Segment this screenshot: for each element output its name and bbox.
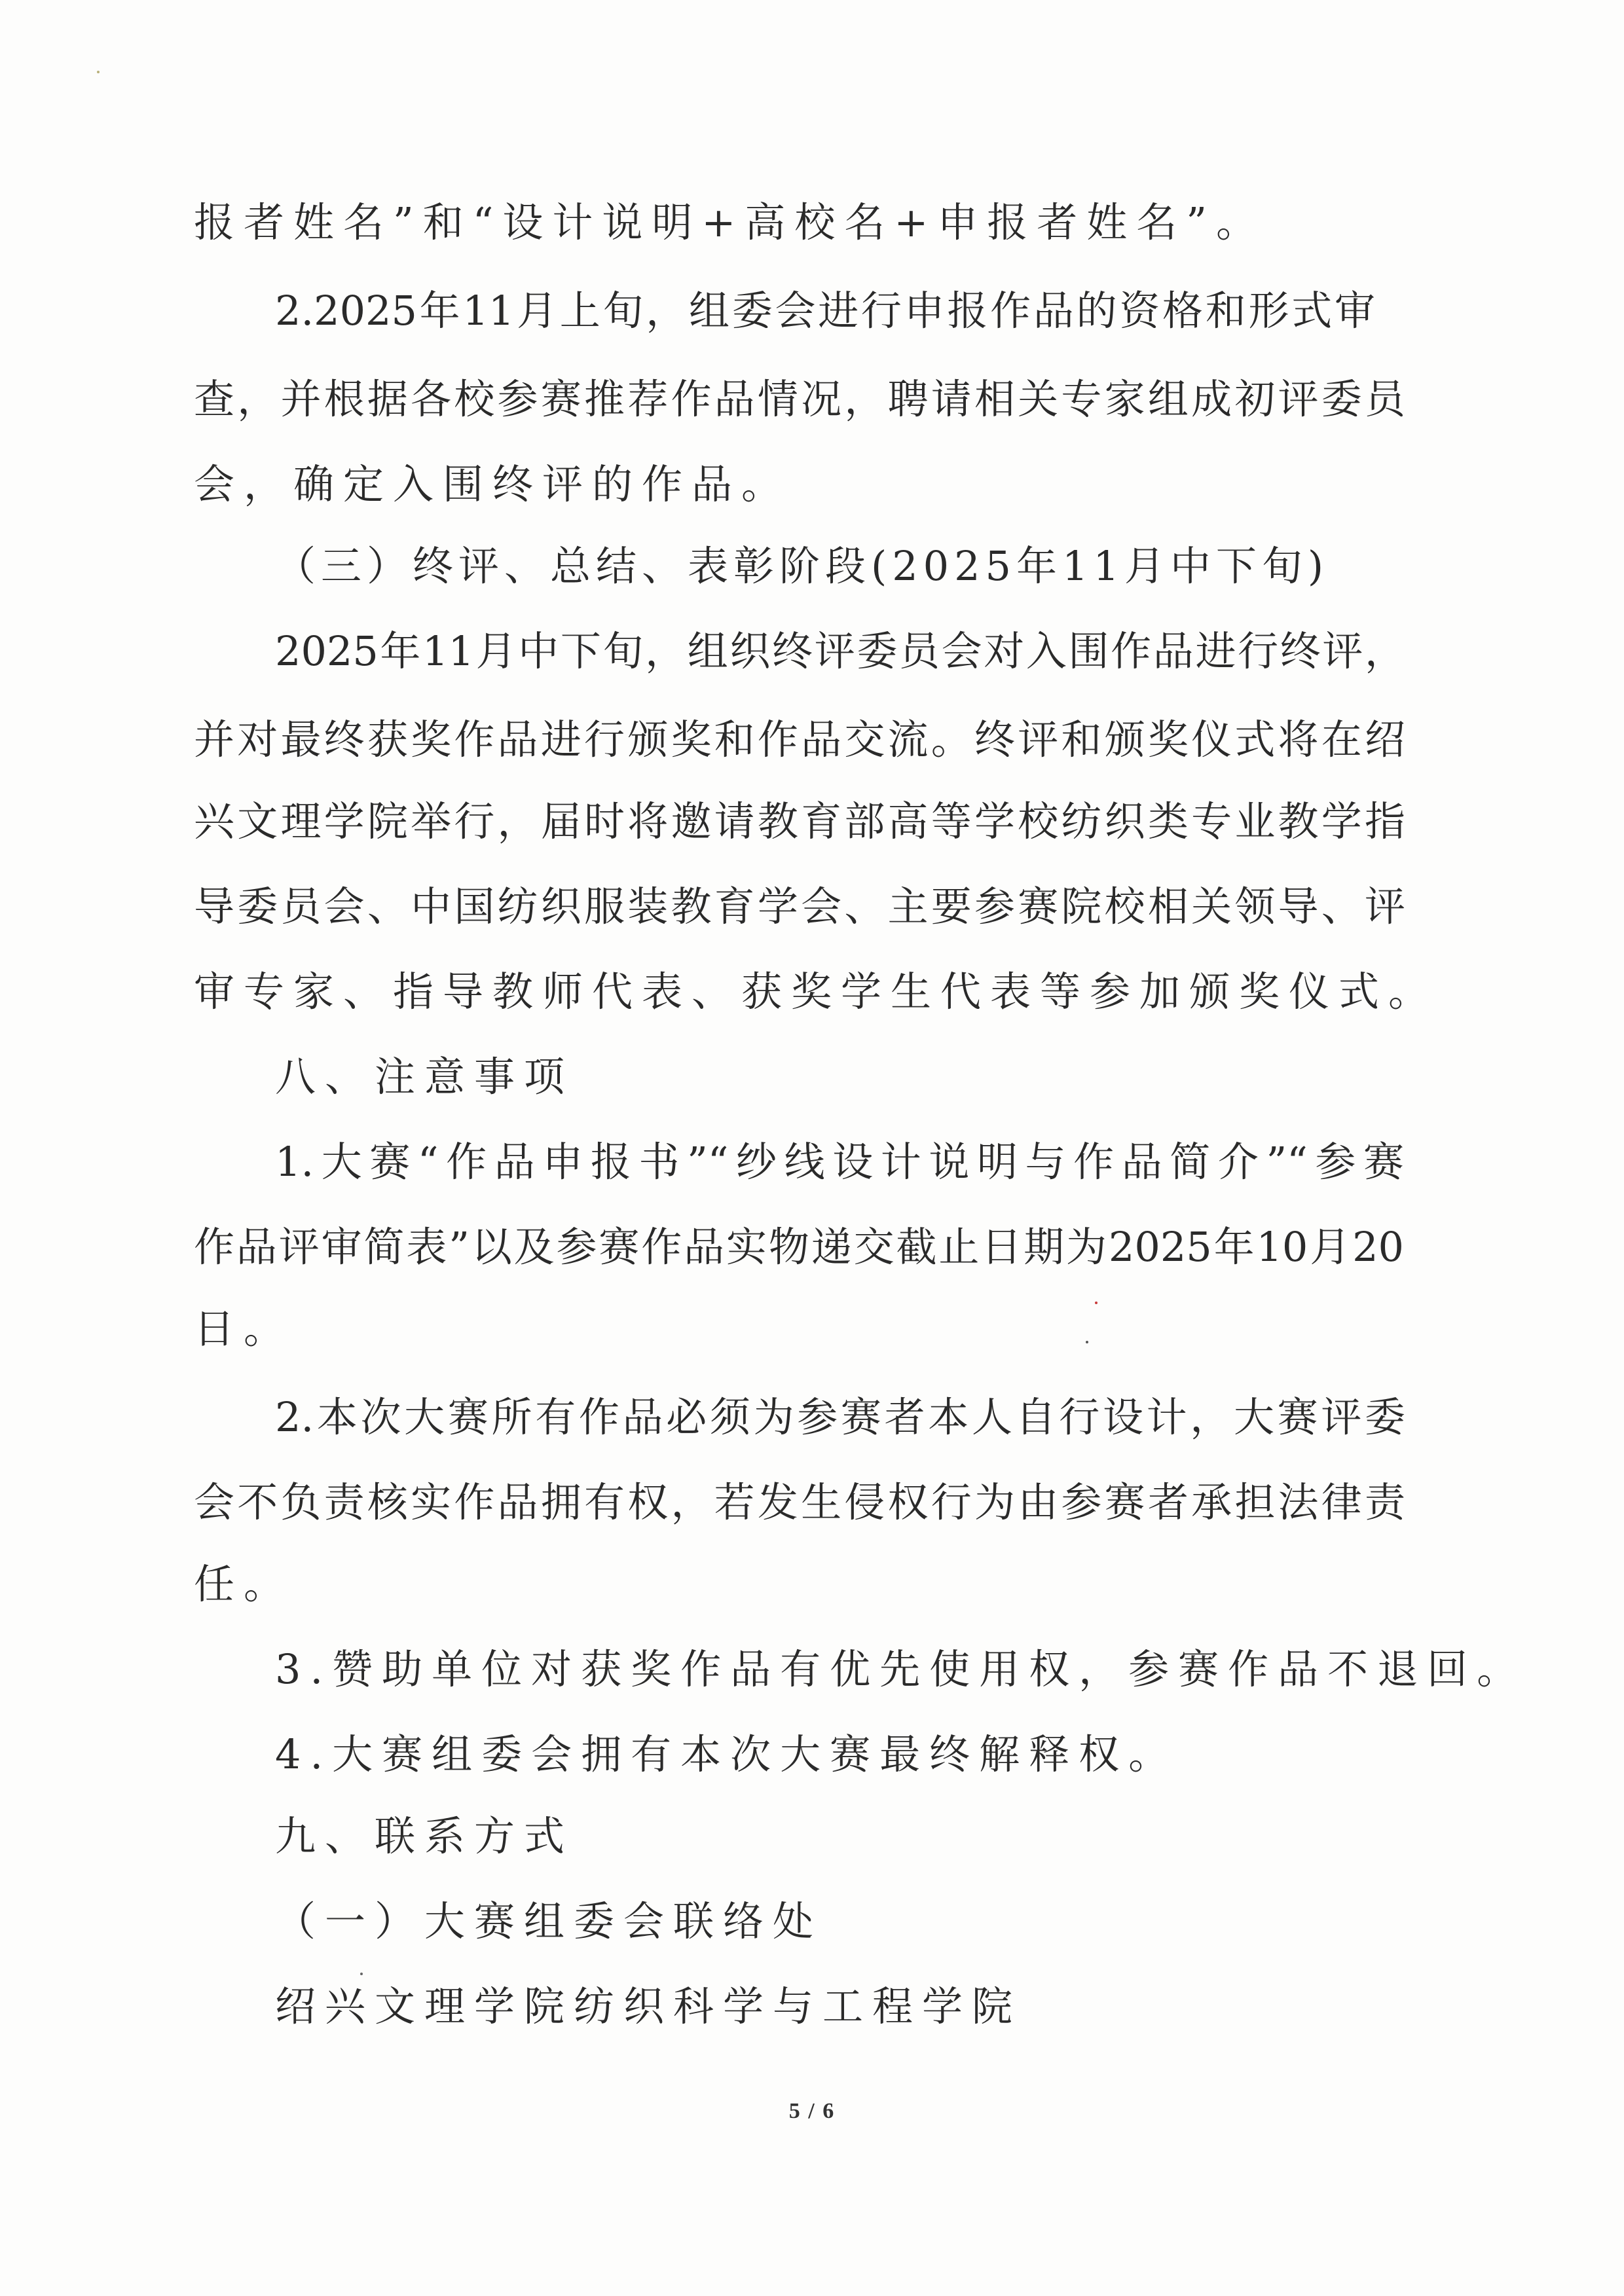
- scan-speck: [1086, 1341, 1088, 1343]
- text-line: 查，并根据各校参赛推荐作品情况，聘请相关专家组成初评委员: [194, 375, 1405, 423]
- text-line: 报者姓名”和“设计说明+高校名+申报者姓名”。: [194, 198, 1266, 246]
- text-line: 1.大赛“作品申报书”“纱线设计说明与作品简介”“参赛: [275, 1138, 1404, 1186]
- section-heading: （三）终评、总结、表彰阶段(2025年11月中下旬): [275, 542, 1329, 590]
- scan-speck: [97, 71, 100, 73]
- text-line: 2025年11月中下旬，组织终评委员会对入围作品进行终评，: [275, 627, 1405, 675]
- text-line: 会，确定入围终评的作品。: [194, 460, 792, 508]
- text-line: 作品评审简表”以及参赛作品实物递交截止日期为2025年10月20: [194, 1223, 1404, 1271]
- text-line: 2.2025年11月上旬，组委会进行申报作品的资格和形式审: [275, 287, 1375, 335]
- text-line: 绍兴文理学院纺织科学与工程学院: [275, 1982, 1022, 2030]
- page-number: 5 / 6: [788, 2099, 836, 2123]
- text-line: 3.赞助单位对获奖作品有优先使用权，参赛作品不退回。: [275, 1645, 1527, 1693]
- section-heading: 八、注意事项: [275, 1053, 574, 1101]
- text-line: 审专家、指导教师代表、获奖学生代表等参加颁奖仪式。: [194, 968, 1439, 1015]
- text-line: 并对最终获奖作品进行颁奖和作品交流。终评和颁奖仪式将在绍: [194, 716, 1405, 763]
- text-line: 日。: [194, 1305, 294, 1353]
- text-line: 兴文理学院举行，届时将邀请教育部高等学校纺织类专业教学指: [194, 797, 1405, 845]
- scan-speck: [360, 1973, 363, 1975]
- text-line: 4.大赛组委会拥有本次大赛最终解释权。: [275, 1730, 1179, 1778]
- section-heading: 九、联系方式: [275, 1812, 574, 1860]
- text-line: 2.本次大赛所有作品必须为参赛者本人自行设计，大赛评委: [275, 1393, 1405, 1441]
- section-heading: （一）大赛组委会联络处: [275, 1897, 823, 1945]
- text-line: 任。: [194, 1560, 294, 1608]
- scan-speck: [1095, 1302, 1098, 1304]
- text-line: 导委员会、中国纺织服装教育学会、主要参赛院校相关领导、评: [194, 883, 1405, 930]
- text-line: 会不负责核实作品拥有权，若发生侵权行为由参赛者承担法律责: [194, 1478, 1405, 1526]
